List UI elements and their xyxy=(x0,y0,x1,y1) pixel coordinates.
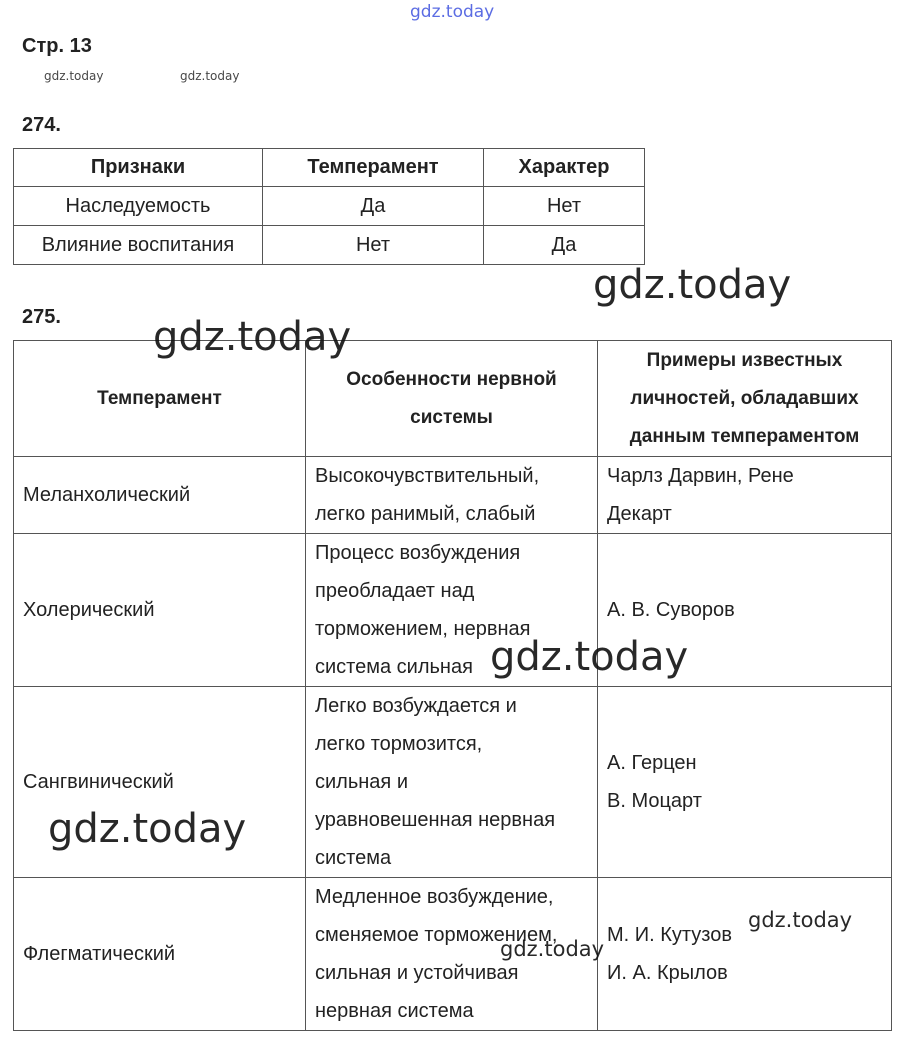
features-cell: Высокочувствительный, легко ранимый, слабый xyxy=(306,457,598,534)
table-cell: Нет xyxy=(263,226,484,265)
features-cell: Медленное возбуждение, сменяемое торможением, сильная и устойчивая нервная система xyxy=(306,878,598,1031)
watermark: gdz.today xyxy=(490,634,689,680)
examples-cell: А. Герцен В. Моцарт xyxy=(598,687,892,878)
watermark: gdz.today xyxy=(748,908,853,932)
temperament-cell: Холерический xyxy=(14,534,306,687)
table-row xyxy=(14,187,645,226)
header-cell: Характер xyxy=(484,149,645,187)
page-title: Стр. 13 xyxy=(22,35,92,57)
table-row xyxy=(14,878,892,1031)
table-row xyxy=(14,226,645,265)
temperament-cell: Флегматический xyxy=(14,878,306,1031)
task-274-table xyxy=(13,148,645,265)
table-header-row xyxy=(14,341,892,457)
table-cell: Нет xyxy=(484,187,645,226)
table-cell: Да xyxy=(484,226,645,265)
table-row xyxy=(14,457,892,534)
temperament-cell: Сангвинический xyxy=(14,687,306,878)
table-row xyxy=(14,534,892,687)
watermark: gdz.today xyxy=(44,69,104,83)
examples-cell: Чарлз Дарвин, Рене Декарт xyxy=(598,457,892,534)
header-cell: Темперамент xyxy=(14,341,306,457)
examples-cell: А. В. Суворов xyxy=(598,534,892,687)
header-cell: Признаки xyxy=(14,149,263,187)
task-275-number: 275. xyxy=(22,306,61,328)
watermark: gdz.today xyxy=(180,69,240,83)
features-cell: Легко возбуждается и легко тормозится, сильная и уравновешенная нервная система xyxy=(306,687,598,878)
task-274-number: 274. xyxy=(22,114,61,136)
table-header-row xyxy=(14,149,645,187)
table-cell: Наследуемость xyxy=(14,187,263,226)
header-cell: Темперамент xyxy=(263,149,484,187)
table-cell: Да xyxy=(263,187,484,226)
watermark: gdz.today xyxy=(500,937,605,961)
header-cell: Примеры известных личностей, обладавших данным темпераментом xyxy=(598,341,892,457)
header-cell: Особенности нервной системы xyxy=(306,341,598,457)
watermark: gdz.today xyxy=(48,806,247,852)
table-cell: Влияние воспитания xyxy=(14,226,263,265)
examples-cell: М. И. Кутузов И. А. Крылов xyxy=(598,878,892,1031)
watermark: gdz.today xyxy=(153,314,352,360)
watermark: gdz.today xyxy=(593,262,792,308)
watermark: gdz.today xyxy=(410,2,495,22)
temperament-cell: Меланхолический xyxy=(14,457,306,534)
features-cell: Процесс возбуждения преобладает над торможением, нервная система сильная xyxy=(306,534,598,687)
